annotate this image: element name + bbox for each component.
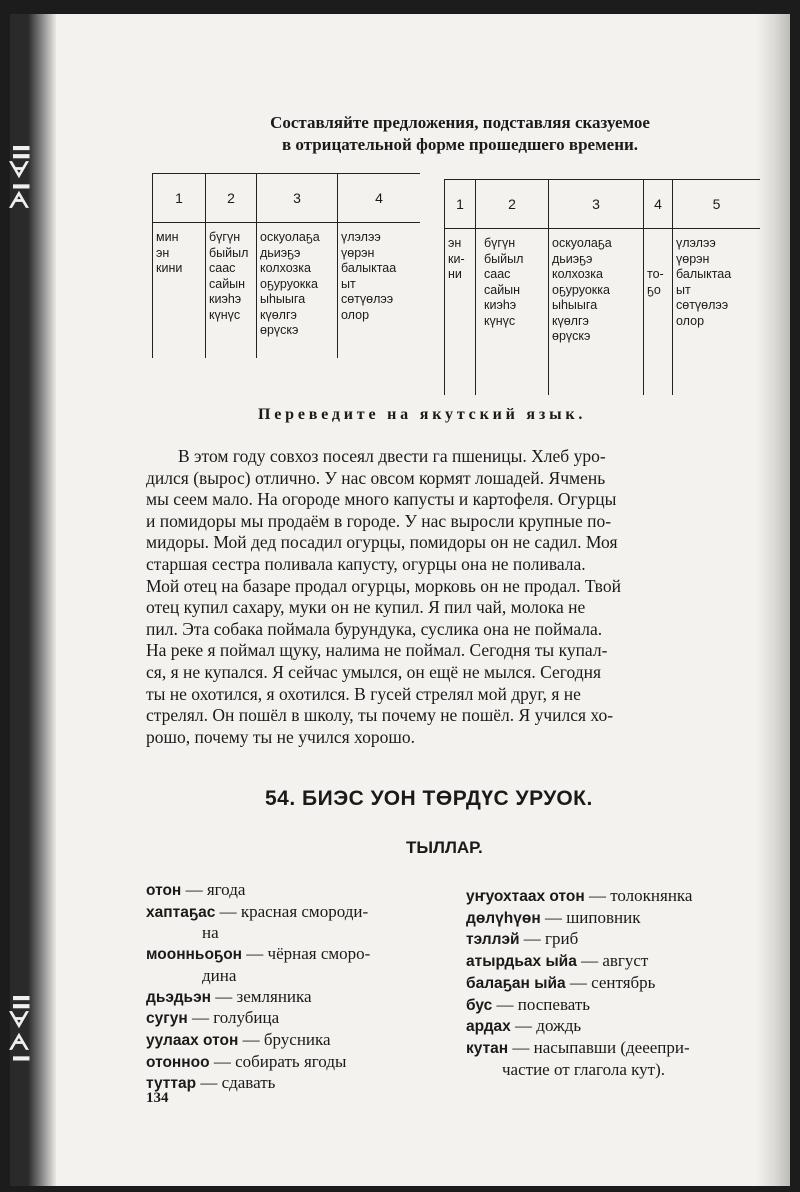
cell-word: колхозка (260, 261, 311, 275)
cell-word: саас (209, 261, 236, 275)
translation-paragraph (146, 446, 758, 748)
cell-word: ыт (341, 276, 356, 291)
cell-word: ыһыыга (260, 292, 306, 306)
cell-word: дьиэҕэ (552, 251, 593, 266)
exercise-heading-line1: Составляйте предложения, подставляя сказуемое (270, 113, 650, 132)
cell-word: күөлгэ (552, 313, 589, 328)
vocab-word: атырдьах ыйа (466, 953, 577, 971)
vocab-entry (146, 944, 446, 966)
cell-word: оҕуруокка (260, 276, 318, 291)
vocab-word: отон (146, 882, 182, 899)
cell-word: өрүскэ (260, 323, 299, 337)
table-cell-place (549, 229, 644, 396)
paragraph-line: На реке я поймал щуку, налима не поймал. Сегодня ты купал- (146, 640, 608, 661)
vocab-word: балаҕан ыйа (466, 974, 566, 992)
paragraph-line: мы сеем мало. На огороде много капусты и картофеля. Огурцы (146, 489, 617, 510)
vocab-gloss: — шиповник (540, 907, 641, 927)
vocab-gloss: — земляника (211, 986, 312, 1006)
vocab-word: хаптаҕас (146, 903, 216, 921)
vocab-gloss: — собирать ягоды (209, 1051, 347, 1071)
vocab-gloss: — гриб (519, 929, 579, 949)
table-cell-verbs (673, 229, 761, 396)
cell-word: күнүс (484, 313, 516, 328)
table-header: 5 (673, 180, 761, 229)
vocab-continuation: на (202, 923, 219, 943)
paragraph-line: Мой отец на базаре продал огурцы, морковь он не продал. Твой (146, 575, 621, 596)
cell-word: киэһэ (209, 292, 242, 306)
cell-word: ыһыыга (552, 298, 598, 312)
cell-word: кини (156, 261, 183, 275)
cell-word: үөрэн (676, 251, 710, 266)
vocab-entry (466, 951, 766, 973)
vocab-entry (146, 880, 446, 902)
cell-word: бүгүн (484, 236, 516, 250)
cell-word: олор (676, 313, 705, 328)
paragraph-line: стрелял. Он пошёл в школу, ты почему не пошёл. Я учился хо- (146, 705, 614, 726)
table-header: 1 (445, 180, 476, 229)
cell-word: эн (156, 245, 170, 260)
lesson-title: 54. БИЭС УОН ТӨРДҮС УРУОК. (265, 787, 593, 810)
vocab-gloss: — толокнянка (584, 886, 693, 905)
exercise-heading-line2: в отрицательной форме прошедшего времени. (281, 135, 639, 154)
table-header: 1 (153, 174, 206, 223)
vocab-entry (466, 1038, 766, 1060)
paragraph-line: рошо, почему ты не учился хорошо. (146, 726, 415, 747)
vocabulary-left-column (146, 880, 446, 1095)
translate-heading: Переведите на якутский язык. (258, 406, 587, 423)
cell-word: сайын (209, 276, 246, 291)
vocab-gloss: — насыпавши (дееепри- (508, 1037, 690, 1057)
table-header: 3 (257, 174, 338, 223)
cell-word: үлэлээ (676, 236, 716, 250)
cell-word: оскуолаҕа (552, 236, 612, 250)
cell-word: оскуолаҕа (260, 230, 320, 244)
table-header: 2 (476, 180, 549, 229)
vocab-continuation: дина (202, 965, 237, 985)
vocab-gloss: — сентябрь (565, 972, 656, 992)
cell-word: өрүскэ (552, 329, 591, 343)
cell-word: сөтүөлээ (341, 292, 394, 306)
vocab-entry (466, 995, 766, 1017)
vocab-gloss: — поспевать (492, 994, 591, 1014)
vocab-entry (146, 1030, 446, 1052)
paragraph-line: старшая сестра поливала капусту, огурцы она не поливала. (146, 553, 586, 574)
vocab-gloss: — ягода (181, 880, 246, 899)
cell-word: мин (156, 230, 179, 244)
table-cell-verbs (338, 223, 421, 359)
vocab-gloss: — голубица (187, 1008, 280, 1028)
vocabulary-title: ТЫЛЛАР. (406, 838, 483, 857)
cell-word: быйыл (484, 251, 524, 266)
vocab-entry (466, 1016, 766, 1038)
conjugation-table-right (444, 179, 760, 395)
cell-word: ки- (448, 251, 465, 266)
cell-word: үлэлээ (341, 230, 381, 244)
cell-word: олор (341, 307, 370, 322)
cell-word: ыт (676, 282, 691, 297)
vocab-word: сугун (146, 1010, 188, 1028)
paragraph-line: мидоры. Мой дед посадил огурцы, помидоры он не садил. Моя (146, 532, 618, 553)
paragraph-line: и помидоры мы продаём в городе. У нас выросли крупные по- (146, 510, 612, 531)
vocab-entry (466, 929, 766, 951)
cell-word: ҕо (647, 282, 661, 297)
vocab-word: уҥуохтаах отон (466, 888, 585, 905)
vocab-entry (146, 1052, 446, 1074)
cell-word: сайын (484, 282, 521, 297)
vocab-word: бус (466, 996, 493, 1014)
vocab-gloss: — чёрная сморо- (242, 944, 371, 964)
cell-word: дьиэҕэ (260, 245, 301, 260)
paragraph-line: дился (вырос) отлично. У нас овсом кормят лошадей. Ячмень (146, 467, 606, 488)
table-header: 4 (644, 180, 673, 229)
vocabulary-right-column (466, 886, 766, 1080)
spine-marks-bottom: IIᗄᗅI (7, 994, 32, 1063)
vocab-word: дөлүһүөн (466, 909, 541, 927)
vocab-word: уулаах отон (146, 1031, 239, 1049)
cell-word: үөрэн (341, 245, 375, 260)
cell-word: то- (647, 267, 664, 281)
vocab-word: тэллэй (466, 931, 520, 949)
paragraph-line: отец купил сахару, муки он не купил. Я пил чай, молока не (146, 597, 586, 618)
table-cell-place (257, 223, 338, 359)
vocab-word: туттар (146, 1075, 197, 1093)
paragraph-line: ся, я не купался. Я сейчас умылся, он ещё не мылся. Сегодня (146, 661, 602, 682)
vocab-word: моонньоҕон (146, 946, 243, 964)
cell-word: күнүс (209, 307, 241, 322)
paragraph-line: пил. Эта собака поймала бурундука, суслика она не поймала. (146, 618, 603, 639)
paragraph-line: ты не охотился, я охотился. В гусей стрелял мой друг, я не (146, 683, 581, 704)
vocab-continuation: частие от глагола кут). (502, 1059, 666, 1079)
vocab-gloss: — сдавать (196, 1073, 276, 1093)
vocab-entry (466, 886, 766, 908)
cell-word: оҕуруокка (552, 282, 610, 297)
vocab-gloss: — брусника (238, 1029, 331, 1049)
cell-word: балыктаа (341, 261, 397, 275)
vocab-entry (146, 987, 446, 1009)
cell-word: балыктаа (676, 267, 732, 281)
vocab-entry (146, 902, 446, 924)
table-cell-time (476, 229, 549, 396)
vocab-entry (466, 908, 766, 930)
table-cell-pronouns (153, 223, 206, 359)
cell-word: быйыл (209, 245, 249, 260)
cell-word: киэһэ (484, 298, 517, 312)
cell-word: бүгүн (209, 230, 241, 244)
vocab-gloss: — красная смороди- (215, 901, 369, 921)
cell-word: сөтүөлээ (676, 298, 729, 312)
vocab-word: кутан (466, 1039, 509, 1057)
page-number: 134 (146, 1090, 169, 1106)
spine-marks-top: IIᗄIᗅ (7, 144, 32, 213)
vocab-word: ардах (466, 1018, 511, 1036)
table-cell-pronouns (445, 229, 476, 396)
conjugation-table-left (152, 173, 420, 358)
table-cell-time (206, 223, 257, 359)
vocab-word: дьэдьэн (146, 988, 212, 1006)
vocab-entry (466, 973, 766, 995)
book-spine-edge (7, 14, 56, 1186)
table-cell-question (644, 229, 673, 396)
paragraph-line: В этом году совхоз посеял двести га пшеницы. Хлеб уро- (178, 446, 606, 466)
table-header: 2 (206, 174, 257, 223)
vocab-entry (146, 1008, 446, 1030)
cell-word: колхозка (552, 267, 603, 281)
table-header: 3 (549, 180, 644, 229)
cell-word: саас (484, 267, 511, 281)
table-header: 4 (338, 174, 421, 223)
vocab-entry (146, 1073, 446, 1095)
vocab-word: отонноо (146, 1053, 210, 1071)
vocab-gloss: — август (576, 951, 649, 971)
cell-word: ни (448, 267, 462, 281)
cell-word: эн (448, 236, 462, 250)
vocab-gloss: — дождь (510, 1016, 582, 1036)
cell-word: күөлгэ (260, 307, 297, 322)
